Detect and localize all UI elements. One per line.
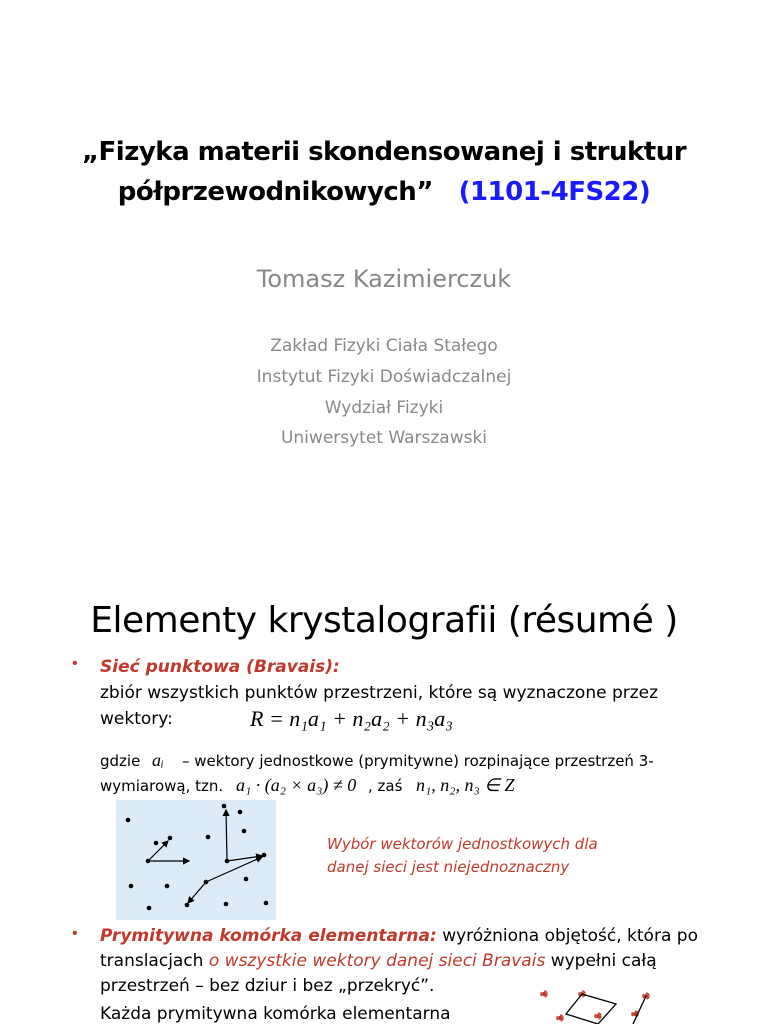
bullet-dot: •	[72, 655, 78, 672]
lattice-vector-c1	[206, 857, 262, 882]
primitive-cell-diagram	[530, 984, 660, 1024]
title-line-2	[0, 177, 768, 207]
primitive-cell-term: Prymitywna komórka elementarna:	[100, 926, 437, 946]
note-line-1: Wybór wektorów jednostkowych dla	[327, 835, 598, 853]
unit-vector-desc-2: wymiarową, tzn.	[100, 777, 224, 795]
integer-set: n₁, n₂, n₃ ∈ Z	[416, 775, 515, 795]
bravais-def-line1: zbiór wszystkich punktów przestrzeni, które są wyznaczone przez	[100, 683, 659, 703]
note-line-2: danej sieci jest niejednoznaczny	[327, 858, 570, 876]
unit-vector-symbol: aᵢ	[152, 750, 164, 770]
lattice-vector-b2	[227, 856, 262, 861]
title-line-1: „Fizyka materii skondensowanej i struktur	[81, 137, 687, 167]
course-code: (1101-4FS22)	[458, 177, 651, 207]
primitive-cell-def: wyróżniona objętość, która po	[436, 926, 698, 946]
author: Tomasz Kazimierczuk	[256, 265, 512, 293]
primitive-cell-line3: przestrzeń – bez dziur i bez „przekryć”.	[100, 976, 435, 996]
gdzie-label: gdzie	[100, 752, 141, 770]
bravais-term: Sieć punktowa (Bravais):	[100, 657, 340, 677]
bravais-def-line2: wektory:	[100, 709, 173, 729]
primitive-cell-line4: Każda prymitywna komórka elementarna	[100, 1004, 451, 1024]
lattice-vector-formula: R = n₁a₁ + n₂a₂ + n₃a₃	[250, 706, 453, 731]
lattice-vector-b1	[226, 810, 227, 861]
primitive-cell-line1	[100, 926, 698, 946]
lattice-vector-c2	[188, 882, 206, 903]
primitive-cell-line2	[100, 951, 657, 971]
affiliation-2: Instytut Fizyki Doświadczalnej	[256, 367, 512, 387]
slide2-title: Elementy krystalografii (résumé )	[90, 600, 678, 641]
title-text: półprzewodnikowych”	[117, 177, 433, 207]
lattice-svg	[116, 800, 276, 920]
affiliation-3: Wydział Fizyki	[324, 398, 444, 418]
zas-label: , zaś	[368, 777, 403, 795]
triple-product-condition: a₁ · (a₂ × a₃) ≠ 0	[236, 775, 357, 795]
translation-emphasis: o wszystkie wektory danej sieci Bravais	[208, 951, 546, 971]
translation-end: wypełni całą	[545, 951, 657, 971]
unit-vector-desc-1: – wektory jednostkowe (prymitywne) rozpinające przestrzeń 3-	[182, 752, 654, 770]
affiliation-4: Uniwersytet Warszawski	[280, 428, 488, 448]
affiliation-1: Zakład Fizyki Ciała Stałego	[270, 336, 498, 356]
lattice-diagram	[116, 800, 276, 920]
translation-text: translacjach	[100, 951, 209, 971]
bullet-dot-2: •	[72, 925, 78, 942]
